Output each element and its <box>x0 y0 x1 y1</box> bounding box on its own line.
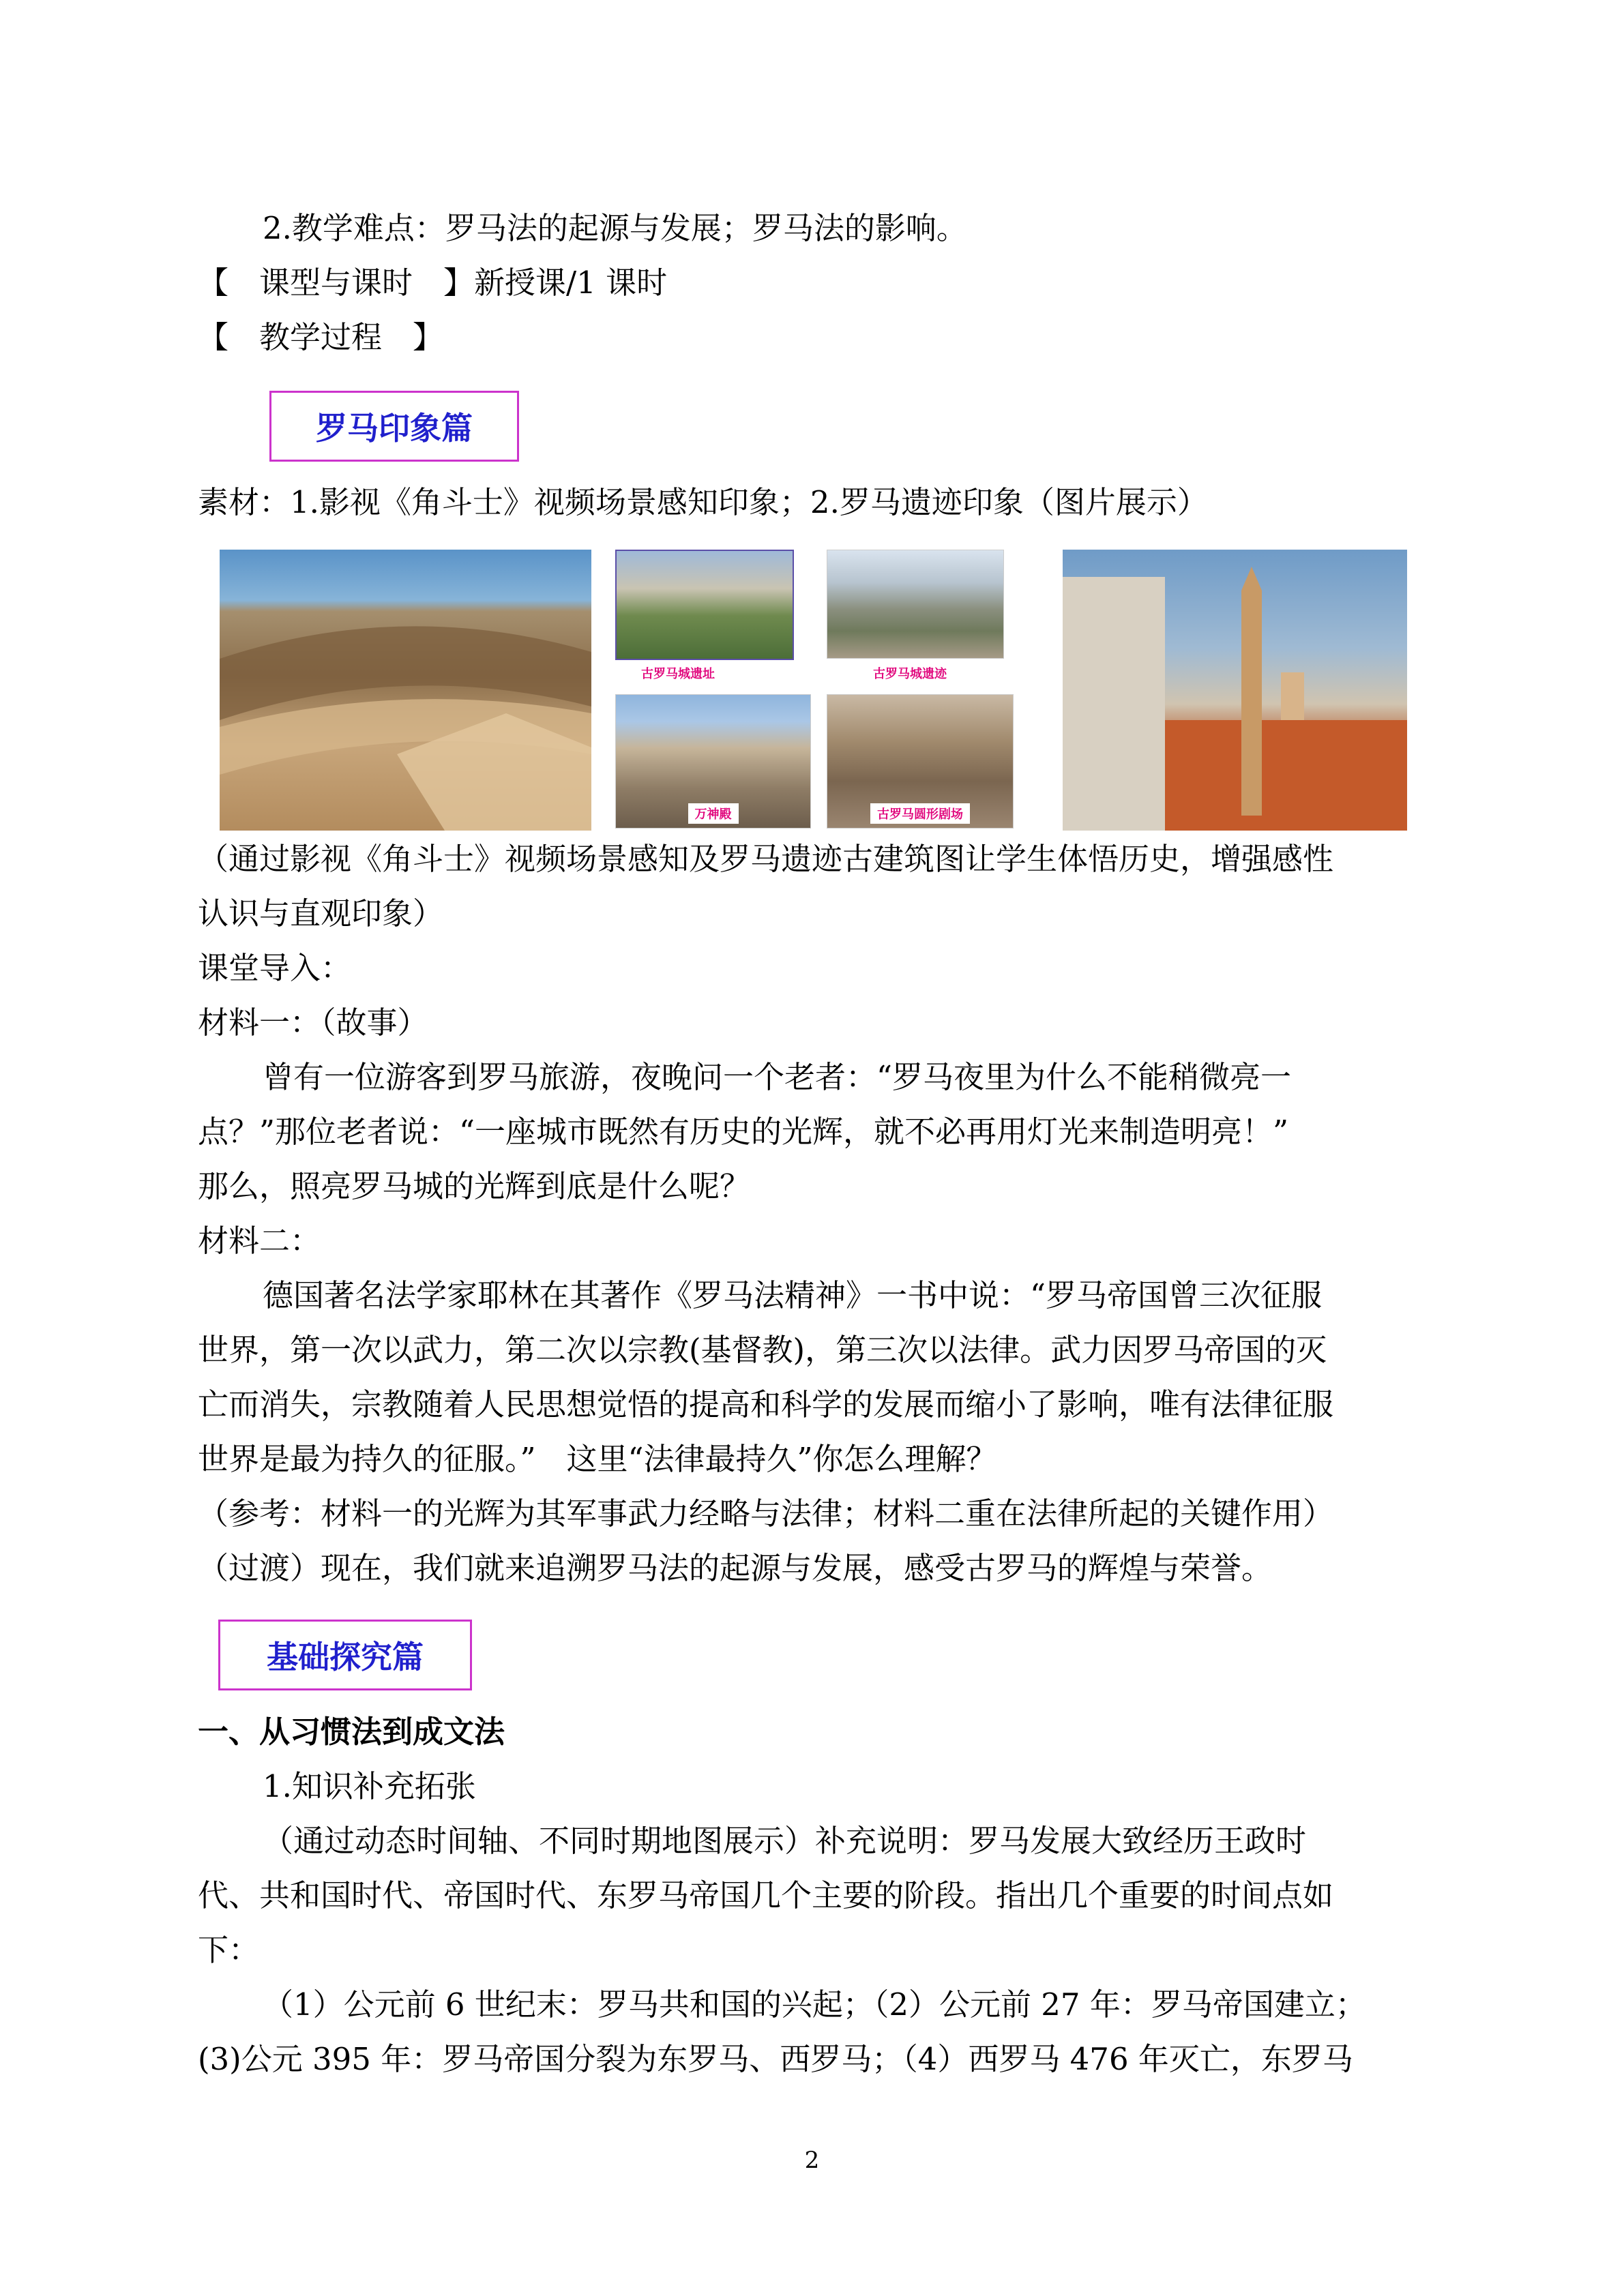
text-line: 亡而消失，宗教随着人民思想觉悟的提高和科学的发展而缩小了影响，唯有法律征服 <box>198 1386 1334 1422</box>
text-line: 德国著名法学家耶林在其著作《罗马法精神》一书中说：“罗马帝国曾三次征服 <box>263 1277 1323 1313</box>
text-line: 素材：1.影视《角斗士》视频场景感知印象；2.罗马遗迹印象（图片展示） <box>198 484 1208 520</box>
text-line: 世界是最为持久的征服。” 这里“法律最持久”你怎么理解？ <box>198 1441 997 1477</box>
text-line: （通过影视《角斗士》视频场景感知及罗马遗迹古建筑图让学生体悟历史，增强感性 <box>198 841 1334 877</box>
text-line: （参考：材料一的光辉为其军事武力经略与法律；材料二重在法律所起的关键作用） <box>198 1495 1334 1532</box>
forum-photo <box>615 550 794 660</box>
section-box-basic-inquiry: 基础探究篇 <box>218 1620 472 1690</box>
text-line: 曾有一位游客到罗马旅游，夜晚问一个老者：“罗马夜里为什么不能稍微亮一 <box>263 1059 1292 1095</box>
text-line: 1.知识补充拓张 <box>263 1768 476 1804</box>
text-line: （1）公元前 6 世纪末：罗马共和国的兴起；（2）公元前 27 年：罗马帝国建立； <box>263 1986 1366 2023</box>
text-line: 代、共和国时代、帝国时代、东罗马帝国几个主要的阶段。指出几个重要的时间点如 <box>198 1877 1334 1913</box>
page-number: 2 <box>804 2147 820 2174</box>
text-line: 【 课型与课时 】新授课/1 课时 <box>198 265 668 301</box>
text-line: 点？”那位老者说：“一座城市既然有历史的光辉，就不必再用灯光来制造明亮！” <box>198 1114 1289 1150</box>
amphitheater-photo <box>220 550 591 831</box>
text-line: 2.教学难点：罗马法的起源与发展；罗马法的影响。 <box>263 210 967 246</box>
text-line: 世界，第一次以武力，第二次以宗教(基督教)，第三次以法律。武力因罗马帝国的灭 <box>198 1332 1327 1368</box>
text-line: （过渡）现在，我们就来追溯罗马法的起源与发展，感受古罗马的辉煌与荣誉。 <box>198 1550 1273 1586</box>
text-line: 材料二： <box>198 1223 321 1259</box>
text-line: 【 教学过程 】 <box>198 319 444 355</box>
text-line: 课堂导入： <box>198 950 352 986</box>
text-line: 下： <box>198 1932 260 1968</box>
text-line: 材料一：（故事） <box>198 1004 428 1041</box>
pantheon-photo <box>615 694 811 829</box>
section-heading: 一、从习惯法到成文法 <box>198 1714 505 1750</box>
ruins-caption: 古罗马城遗迹 <box>873 667 947 681</box>
ruins-photo <box>827 550 1004 659</box>
forum-caption: 古罗马城遗址 <box>641 667 715 681</box>
pantheon-caption: 万神殿 <box>688 803 739 824</box>
section-box-rome-impression: 罗马印象篇 <box>269 391 519 462</box>
colosseum-caption: 古罗马圆形剧场 <box>870 803 970 824</box>
palace-obelisk-photo <box>1063 550 1407 831</box>
text-line: 那么，照亮罗马城的光辉到底是什么呢？ <box>198 1168 751 1204</box>
text-line: (3)公元 395 年：罗马帝国分裂为东罗马、西罗马；（4）西罗马 476 年灭亡，东罗马 <box>198 2041 1353 2077</box>
text-line: 认识与直观印象） <box>198 895 444 931</box>
text-line: （通过动态时间轴、不同时期地图展示）补充说明：罗马发展大致经历王政时 <box>263 1823 1307 1859</box>
colosseum-photo <box>827 694 1014 829</box>
